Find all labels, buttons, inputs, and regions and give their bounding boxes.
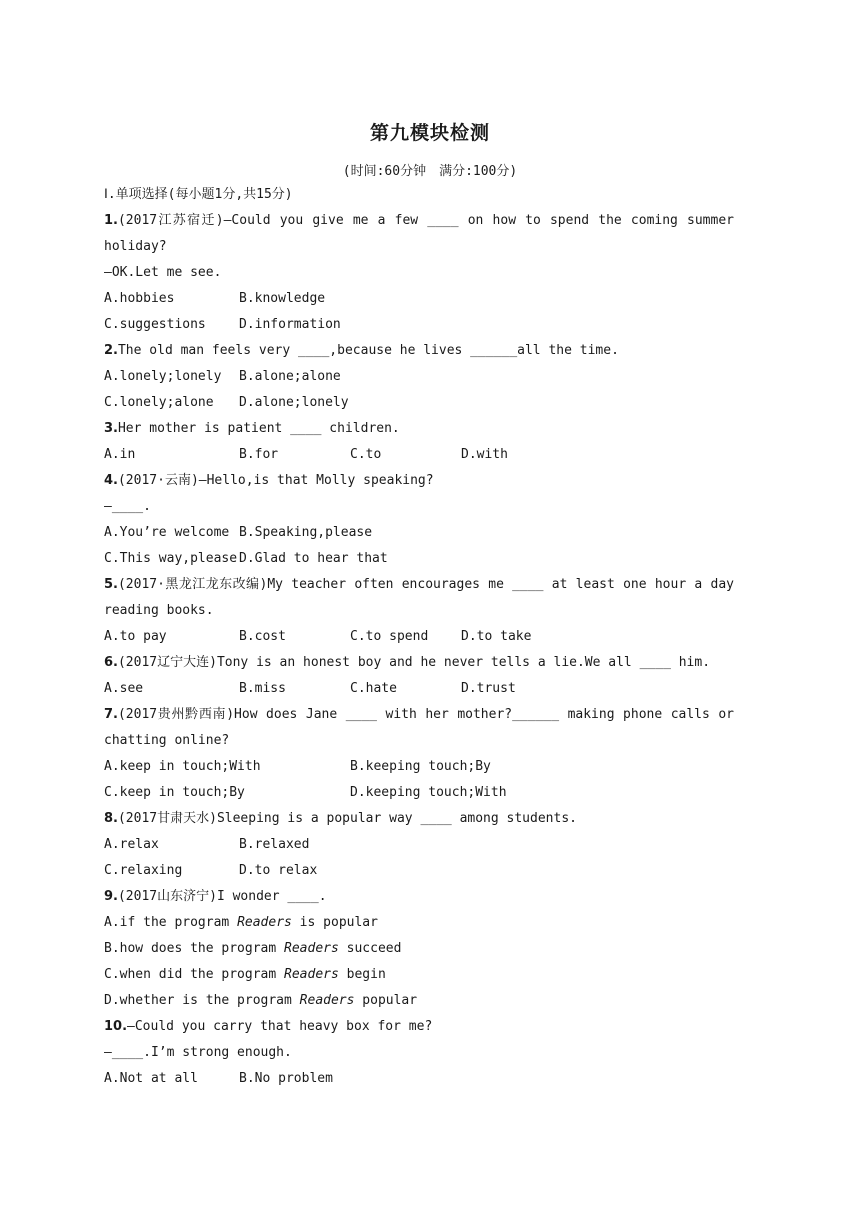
question-5-option-b[interactable]: B.cost: [239, 629, 286, 644]
question-5-option-d[interactable]: D.to take: [461, 629, 532, 644]
question-4-stem: 4.(2017·云南)—Hello,is that Molly speaking?: [104, 473, 434, 488]
question-number: 1.: [104, 213, 118, 228]
question-2-option-b[interactable]: B.alone;alone: [239, 369, 341, 384]
question-7-option-a[interactable]: A.keep in touch;With: [104, 759, 261, 774]
question-2-option-c[interactable]: C.lonely;alone: [104, 395, 214, 410]
question-6-option-d[interactable]: D.trust: [461, 681, 516, 696]
question-number: 3.: [104, 421, 118, 436]
question-3-stem: 3.Her mother is patient ____ children.: [104, 421, 400, 436]
question-10-option-b[interactable]: B.No problem: [239, 1071, 333, 1086]
question-2-option-d[interactable]: D.alone;lonely: [239, 395, 349, 410]
question-9-option-b[interactable]: B.how does the program Readers succeed: [104, 941, 402, 956]
question-number: 7.: [104, 707, 118, 722]
question-4-option-d[interactable]: D.Glad to hear that: [239, 551, 388, 566]
question-number: 10.: [104, 1019, 128, 1034]
question-number: 2.: [104, 343, 118, 358]
question-5-option-c[interactable]: C.to spend: [350, 629, 429, 644]
question-7-stem-cont: chatting online?: [104, 733, 230, 748]
question-4-option-c[interactable]: C.This way,please: [104, 551, 238, 566]
question-7-option-c[interactable]: C.keep in touch;By: [104, 785, 245, 800]
question-10-stem-cont: —____.I’m strong enough.: [104, 1045, 292, 1060]
question-7-option-b[interactable]: B.keeping touch;By: [350, 759, 491, 774]
question-number: 8.: [104, 811, 118, 826]
question-number: 5.: [104, 577, 118, 592]
question-1-stem-cont: holiday?: [104, 239, 167, 254]
question-10-option-a[interactable]: A.Not at all: [104, 1071, 198, 1086]
question-3-option-b[interactable]: B.for: [239, 447, 279, 462]
question-1-option-a[interactable]: A.hobbies: [104, 291, 175, 306]
page-title: 第九模块检测: [369, 122, 490, 144]
question-number: 9.: [104, 889, 118, 904]
question-8-option-b[interactable]: B.relaxed: [239, 837, 310, 852]
question-1-answer-line: —OK.Let me see.: [104, 265, 222, 280]
question-7-stem: 7.(2017贵州黔西南)How does Jane ____ with her mother?______ making phone calls or: [104, 707, 734, 722]
question-6-option-c[interactable]: C.hate: [350, 681, 397, 696]
question-1-stem: 1.(2017江苏宿迁)—Could you give me a few ____ on how to spend the coming summer: [104, 213, 734, 228]
question-10-stem: 10.—Could you carry that heavy box for me?: [104, 1019, 433, 1034]
question-8-option-c[interactable]: C.relaxing: [104, 863, 183, 878]
question-5-stem-cont: reading books.: [104, 603, 214, 618]
question-1-option-d[interactable]: D.information: [239, 317, 341, 332]
question-4-option-a[interactable]: A.You’re welcome: [104, 525, 230, 540]
question-6-option-a[interactable]: A.see: [104, 681, 144, 696]
question-3-option-d[interactable]: D.with: [461, 447, 508, 462]
question-2-option-a[interactable]: A.lonely;lonely: [104, 369, 222, 384]
question-1-option-b[interactable]: B.knowledge: [239, 291, 326, 306]
page-subtitle: (时间:60分钟 满分:100分): [342, 164, 518, 179]
question-8-stem: 8.(2017甘肃天水)Sleeping is a popular way ____ among students.: [104, 811, 577, 826]
question-5-stem: 5.(2017·黑龙江龙东改编)My teacher often encourages me ____ at least one hour a day: [104, 577, 734, 592]
question-1-option-c[interactable]: C.suggestions: [104, 317, 206, 332]
question-number: 6.: [104, 655, 118, 670]
question-9-option-c[interactable]: C.when did the program Readers begin: [104, 967, 386, 982]
question-8-option-a[interactable]: A.relax: [104, 837, 159, 852]
question-9-option-a[interactable]: A.if the program Readers is popular: [104, 915, 378, 930]
question-3-option-c[interactable]: C.to: [350, 447, 382, 462]
question-6-option-b[interactable]: B.miss: [239, 681, 286, 696]
question-5-option-a[interactable]: A.to pay: [104, 629, 167, 644]
question-2-stem: 2.The old man feels very ____,because he lives ______all the time.: [104, 343, 619, 358]
question-7-option-d[interactable]: D.keeping touch;With: [350, 785, 507, 800]
question-number: 4.: [104, 473, 118, 488]
question-6-stem: 6.(2017辽宁大连)Tony is an honest boy and he never tells a lie.We all ____ him.: [104, 655, 711, 670]
question-4-option-b[interactable]: B.Speaking,please: [239, 525, 373, 540]
question-3-option-a[interactable]: A.in: [104, 447, 136, 462]
question-4-stem-cont: —____.: [104, 499, 151, 514]
question-9-option-d[interactable]: D.whether is the program Readers popular: [104, 993, 418, 1008]
section-heading: Ⅰ.单项选择(每小题1分,共15分): [104, 187, 293, 202]
question-8-option-d[interactable]: D.to relax: [239, 863, 318, 878]
question-9-stem: 9.(2017山东济宁)I wonder ____.: [104, 889, 327, 904]
